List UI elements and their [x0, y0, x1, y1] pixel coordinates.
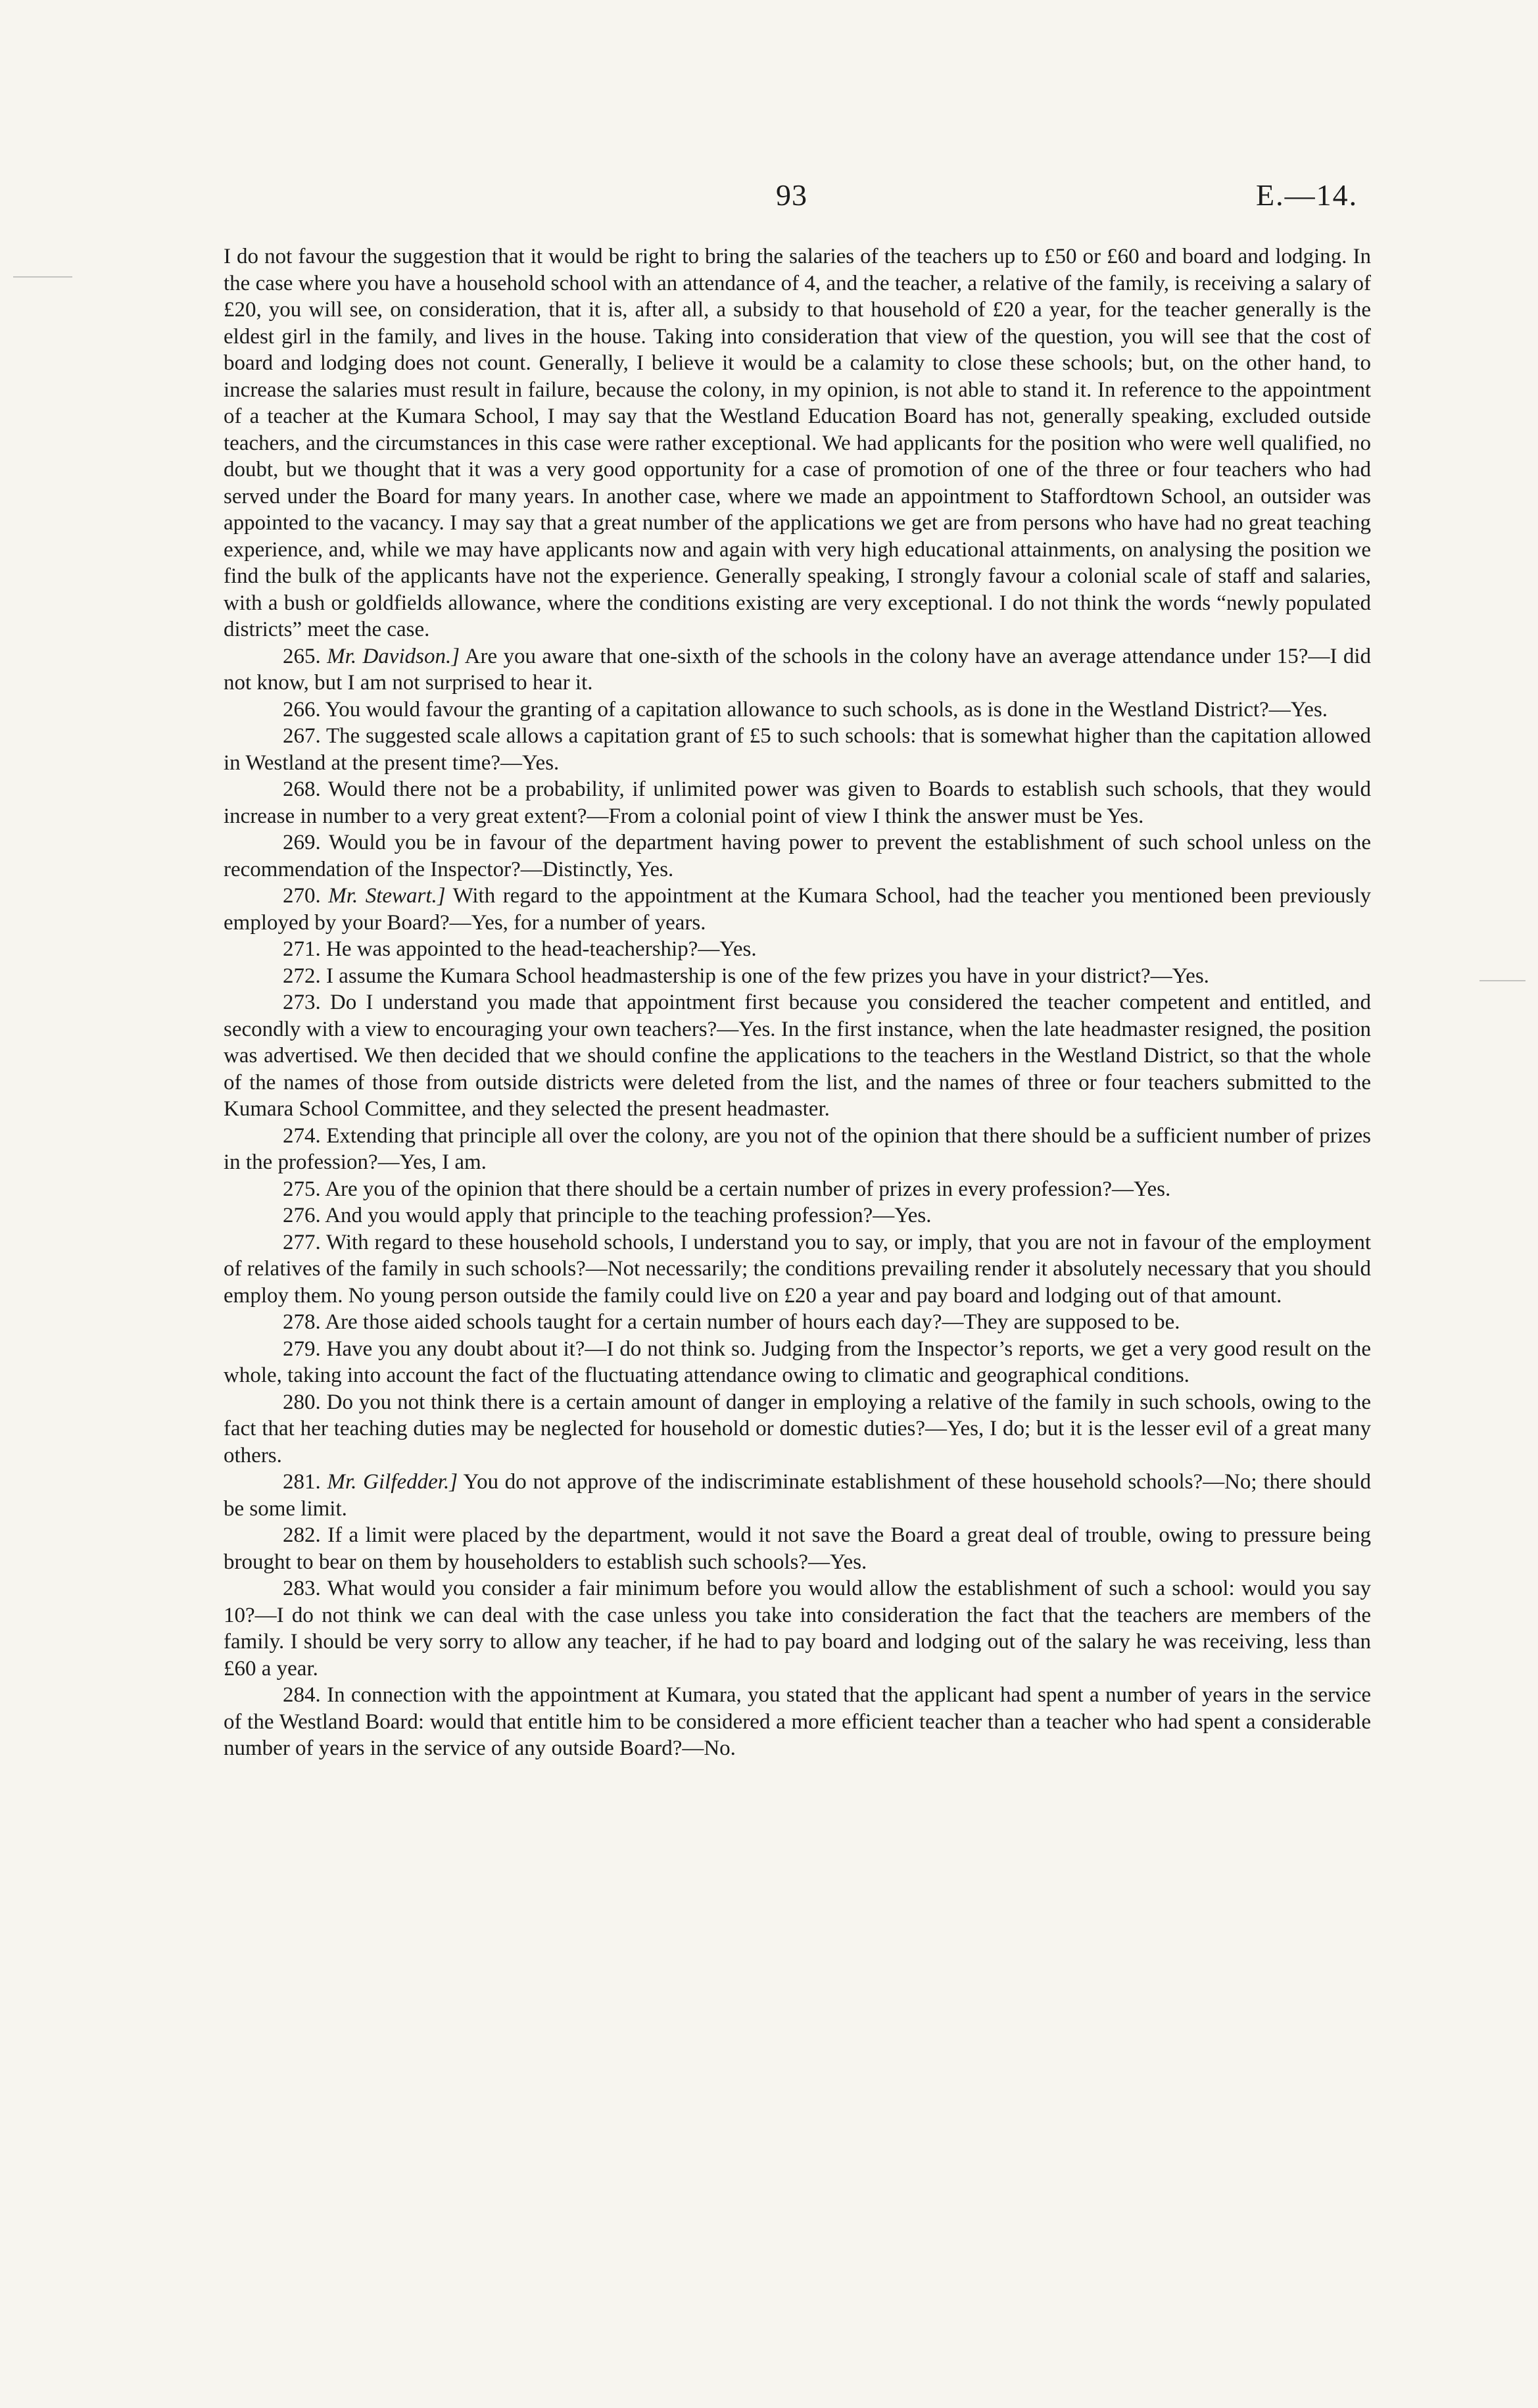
question-paragraph [224, 643, 1371, 697]
question-text: Do you not think there is a certain amount of danger in employing a relative of the family in such schools, owing to the fact that her teaching duties may be neglected for household or domestic duties?—Yes, I do; but it is the lesser evil of a great many others. [224, 1390, 1371, 1467]
question-number: 282. [283, 1523, 321, 1547]
document-reference: E.—14. [1256, 178, 1358, 212]
question-number: 268. [283, 777, 321, 801]
question-number: 269. [283, 831, 321, 854]
question-paragraph [224, 1522, 1371, 1575]
paragraph-text: I do not favour the suggestion that it would be right to bring the salaries of the teachers up to £50 or £60 and board and lodging. In the case where you have a household school with an attendance of 4, and the teacher, a relative of the family, is receiving a salary of £20, you will see, on consideration, that it is, after all, a subsidy to that household of £20 a year, for the teacher generally is the eldest girl in the family, and lives in the house. Taking into consideration that view of the question, you will see that the cost of board and lodging does not count. Generally, I believe it would be a calamity to close these schools; but, on the other hand, to increase the salaries must result in failure, because the colony, in my opinion, is not able to stand it. In reference to the appointment of a teacher at the Kumara School, I may say that the Westland Education Board has not, generally speaking, excluded outside teachers, and the circumstances in this case were rather exceptional. We had applicants for the position who were well qualified, no doubt, but we thought that it was a very good opportunity for a case of promotion of one of the three or four teachers who had served under the Board for many years. In another case, where we made an appointment to Staffordtown School, an outsider was appointed to the vacancy. I may say that a great number of the applications we get are from persons who have had no great teaching experience, and, while we may have applicants now and again with very high educational attainments, on analysing the position we find the bulk of the applicants have not the experience. Generally speaking, I strongly favour a colonial scale of staff and salaries, with a bush or goldfields allowance, where the conditions existing are very exceptional. I do not think the words “newly populated districts” meet the case. [224, 245, 1371, 641]
question-text: You do not approve of the indiscriminate establishment of these household schools?—No; there should be some limit. [224, 1470, 1371, 1521]
question-number: 277. [283, 1230, 321, 1254]
question-number: 271. [283, 937, 321, 961]
question-text: And you would apply that principle to the teaching profession?—Yes. [325, 1204, 932, 1227]
question-text: You would favour the granting of a capitation allowance to such schools, as is done in the Westland District?—Yes. [325, 697, 1328, 722]
margin-mark [1479, 980, 1526, 981]
question-text: Would you be in favour of the department having power to prevent the establishment of such school unless on the recommendation of the Inspector?—Distinctly, Yes. [224, 831, 1371, 881]
question-number: 280. [283, 1390, 321, 1414]
question-text: In connection with the appointment at Kumara, you stated that the applicant had spent a number of years in the service of the Westland Board: would that entitle him to be considered a more efficient teacher than a teacher who had spent a considerable number of years in the service of any outside Board?—No. [224, 1683, 1371, 1760]
paragraph [224, 243, 1371, 643]
question-number: 270. [283, 884, 321, 908]
question-paragraph [224, 1176, 1371, 1203]
question-paragraph [224, 1229, 1371, 1310]
question-number: 265. [283, 644, 321, 668]
question-paragraph [224, 1336, 1371, 1389]
question-text: Are you aware that one-sixth of the schools in the colony have an average attendance under 15?—I did not know, but I am not surprised to hear it. [224, 644, 1371, 695]
question-text: Are you of the opinion that there should be a certain number of prizes in every profession?—Yes. [325, 1177, 1171, 1201]
question-text: With regard to the appointment at the Kumara School, had the teacher you mentioned been previously employed by your Board?—Yes, for a number of years. [224, 884, 1372, 935]
question-paragraph [224, 1123, 1371, 1176]
page-number: 93 [776, 178, 807, 212]
question-paragraph [224, 1469, 1371, 1522]
question-number: 272. [283, 964, 321, 988]
question-text: If a limit were placed by the department, would it not save the Board a great deal of trouble, owing to pressure being brought to bear on them by householders to establish such schools?—Yes. [224, 1523, 1372, 1574]
question-text: Are those aided schools taught for a certain number of hours each day?—They are supposed to be. [325, 1310, 1180, 1334]
question-text: Have you any doubt about it?—I do not think so. Judging from the Inspector’s reports, we get a very good result on the whole, taking into account the fact of the fluctuating attendance owing to climatic and geographical conditions. [224, 1337, 1371, 1387]
speaker-label: Mr. Stewart.] [328, 884, 446, 908]
question-number: 278. [283, 1310, 321, 1334]
question-number: 279. [283, 1337, 321, 1361]
question-paragraph [224, 723, 1371, 776]
question-paragraph [224, 697, 1371, 724]
question-paragraph [224, 1202, 1371, 1229]
question-text: I assume the Kumara School headmastership is one of the few prizes you have in your district?—Yes. [326, 964, 1209, 988]
speaker-label: Mr. Davidson.] [327, 644, 460, 668]
question-number: 274. [283, 1123, 321, 1148]
question-paragraph [224, 776, 1371, 829]
question-number: 275. [283, 1177, 321, 1201]
question-text: With regard to these household schools, I understand you to say, or imply, that you are not in favour of the employment of relatives of the family in such schools?—Not necessarily; the conditions prevailing render it absolutely necessary that you should employ them. No young person outside the family could live on £20 a year and pay board and lodging out of that amount. [224, 1230, 1371, 1308]
question-text: He was appointed to the head-teachership?—Yes. [326, 937, 757, 961]
question-text: Do I understand you made that appointment first because you considered the teacher competent and entitled, and secondly with a view to encouraging your own teachers?—Yes. In the first instance, when the late headmaster resigned, the position was advertised. We then decided that we should confine the applications to the teachers in the Westland District, so that the whole of the names of those from outside districts were deleted from the list, and the names of three or four teachers submitted to the Kumara School Committee, and they selected the present headmaster. [224, 991, 1372, 1121]
question-paragraph [224, 883, 1371, 936]
question-number: 283. [283, 1577, 321, 1600]
question-number: 284. [283, 1683, 321, 1707]
question-paragraph [224, 1389, 1371, 1469]
margin-mark [13, 276, 72, 278]
question-number: 266. [283, 697, 321, 722]
question-paragraph [224, 1309, 1371, 1336]
question-text: Extending that principle all over the colony, are you not of the opinion that there should be a sufficient number of prizes in the profession?—Yes, I am. [224, 1123, 1372, 1174]
document-body [224, 243, 1371, 1762]
question-paragraph [224, 989, 1371, 1123]
question-paragraph [224, 963, 1371, 990]
question-number: 267. [283, 724, 321, 748]
speaker-label: Mr. Gilfedder.] [327, 1470, 458, 1494]
question-number: 273. [283, 991, 321, 1014]
question-paragraph [224, 936, 1371, 963]
question-text: Would there not be a probability, if unlimited power was given to Boards to establish such schools, that they would increase in number to a very great extent?—From a colonial point of view I think the answer must be Yes. [224, 777, 1371, 828]
question-text: The suggested scale allows a capitation grant of £5 to such schools: that is somewhat higher than the capitation allowed in Westland at the present time?—Yes. [224, 724, 1371, 775]
question-paragraph [224, 1575, 1371, 1682]
question-number: 276. [283, 1204, 321, 1227]
question-paragraph [224, 1682, 1371, 1762]
question-number: 281. [283, 1470, 321, 1494]
question-paragraph [224, 829, 1371, 883]
question-text: What would you consider a fair minimum before you would allow the establishment of such a school: would you say 10?—I do not think we can deal with the case unless you take into consideration the fact that the teachers are members of the family. I should be very sorry to allow any teacher, if he had to pay board and lodging out of the salary he was receiving, less than £60 a year. [224, 1577, 1371, 1681]
